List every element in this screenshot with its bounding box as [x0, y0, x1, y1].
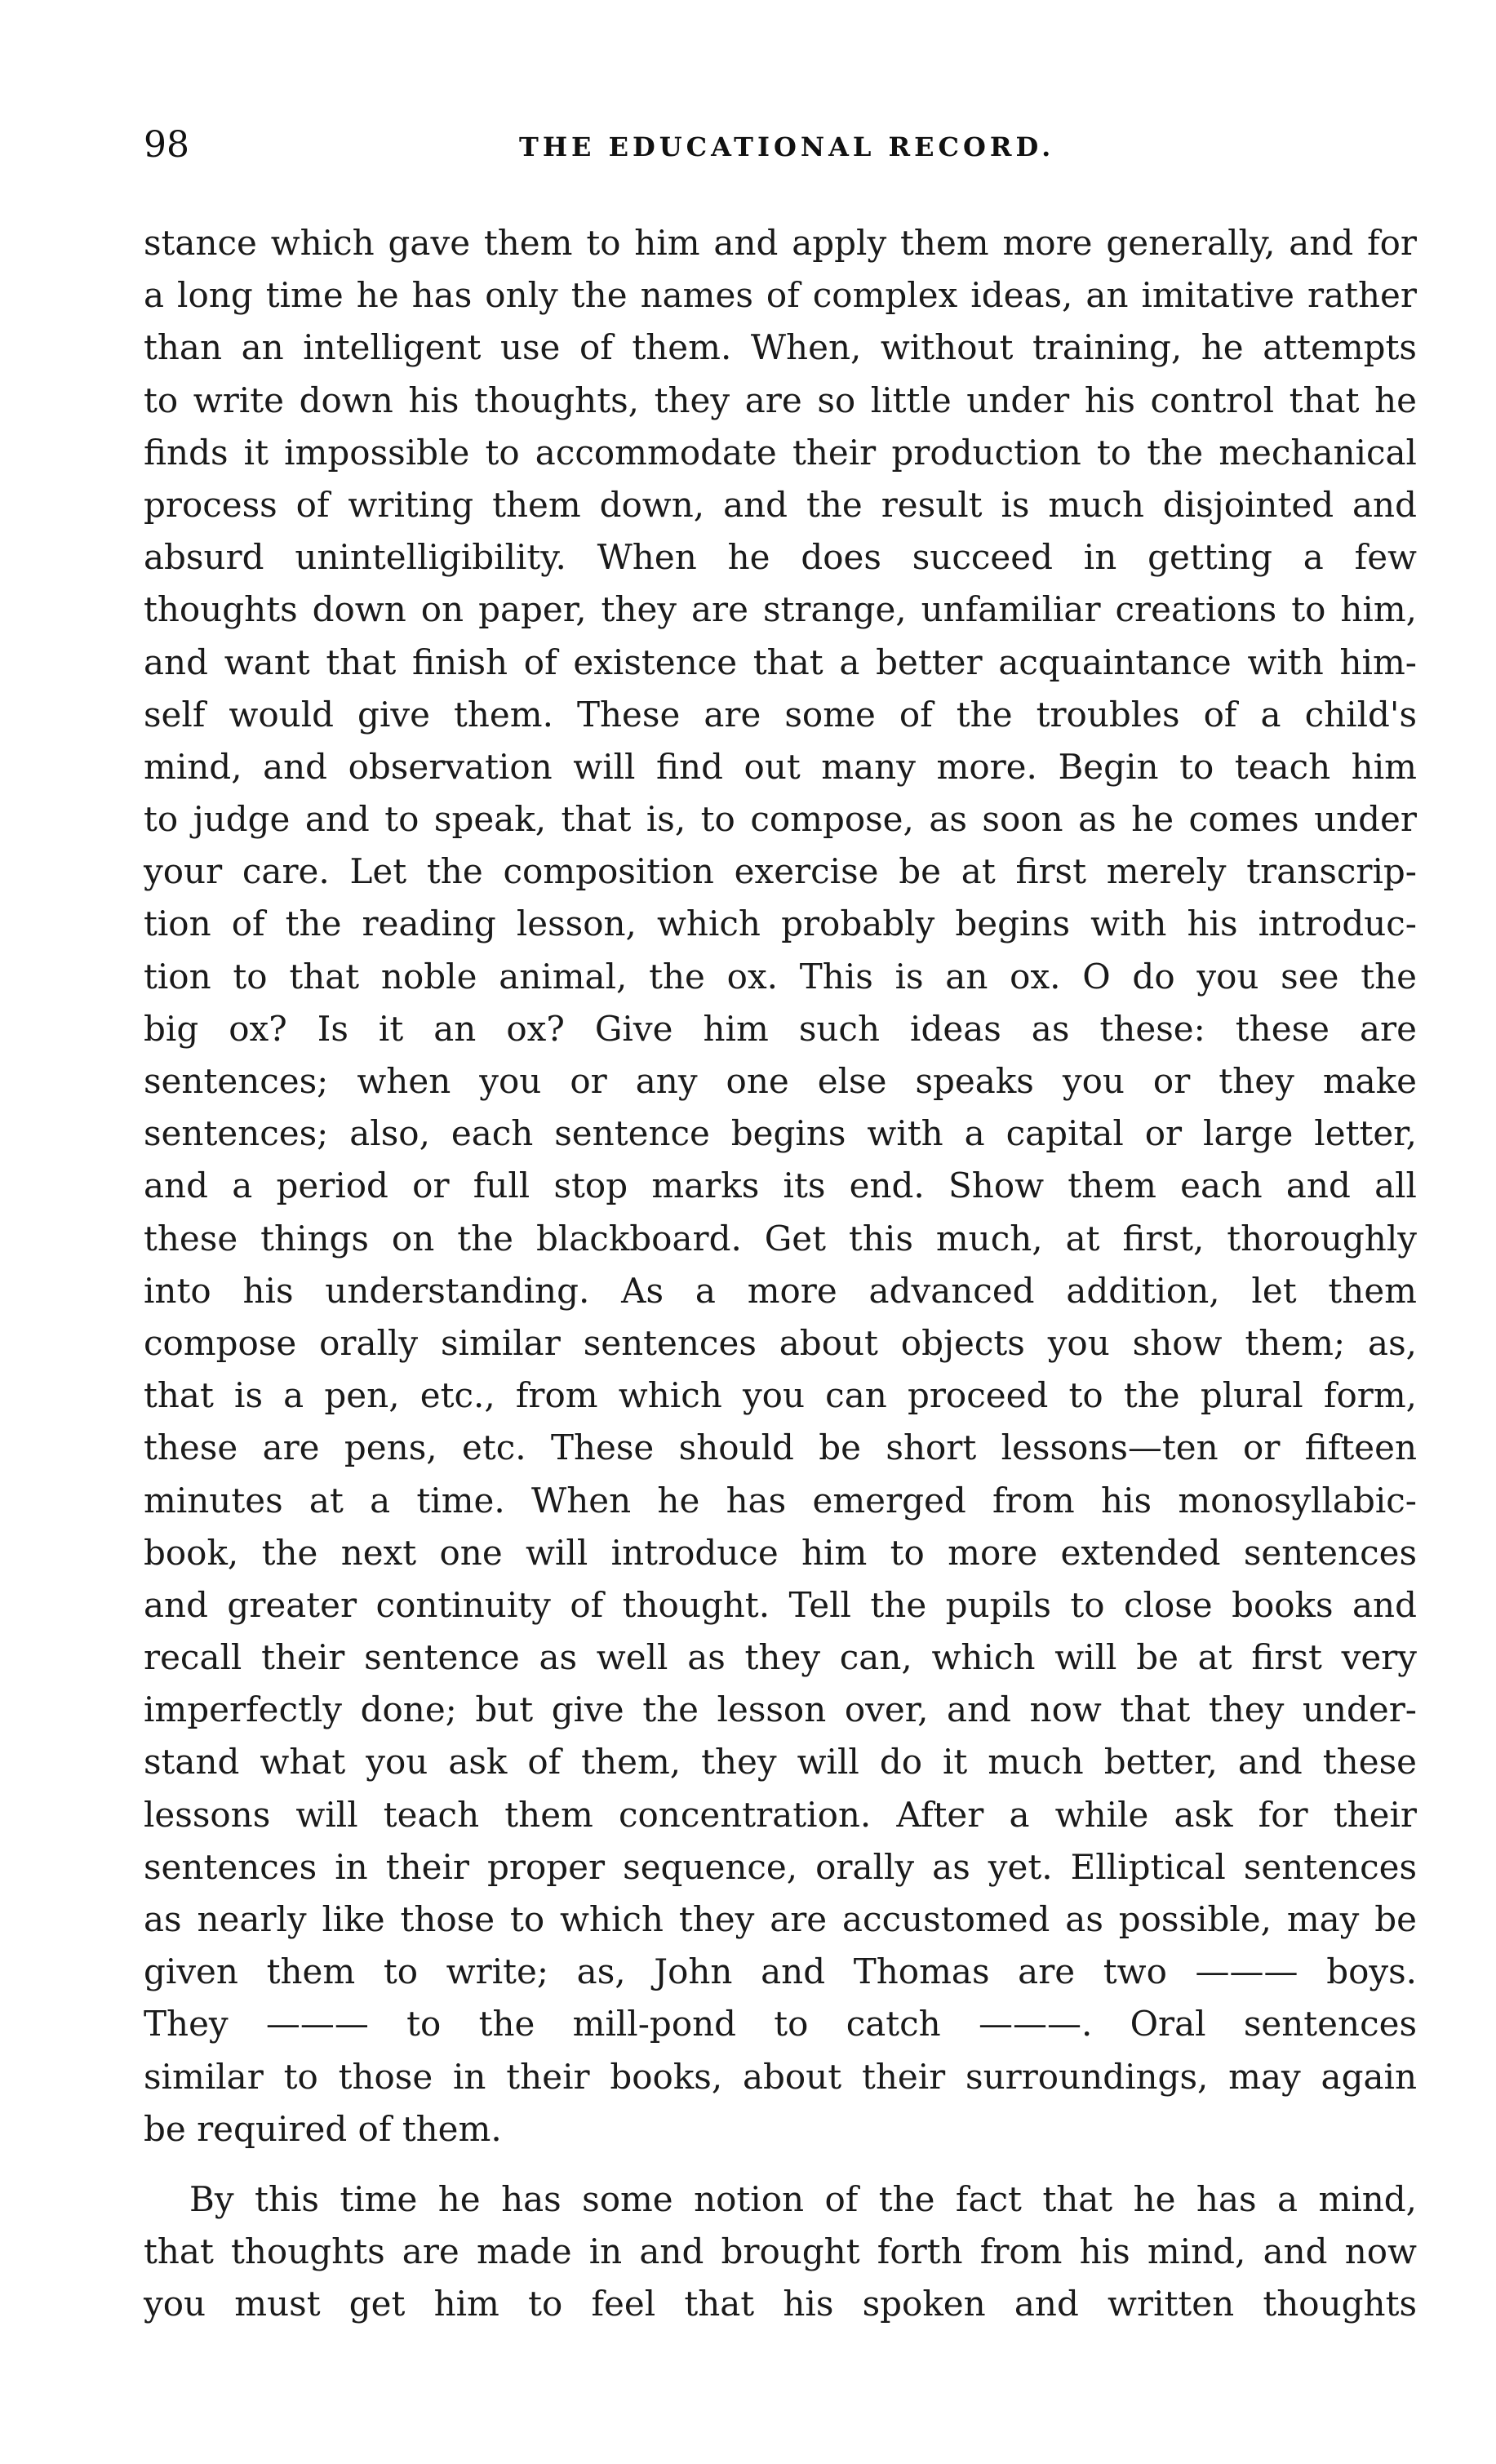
text-line: recall their sentence as well as they can, which will be at first very [144, 1637, 1417, 1678]
text-line: big ox? Is it an ox? Give him such ideas as these: these are [144, 1008, 1417, 1049]
text-line: book, the next one will introduce him to more extended sentences [144, 1532, 1417, 1573]
text-line: sentences; when you or any one else speaks you or they make [144, 1061, 1417, 1101]
text-line: these things on the blackboard. Get this much, at first, thoroughly [144, 1218, 1417, 1259]
text-line: to judge and to speak, that is, to compose, as soon as he comes under [144, 799, 1417, 840]
text-line: self would give them. These are some of the troubles of a child's [144, 694, 1417, 735]
page-header [144, 122, 1417, 171]
page-number: 98 [144, 124, 189, 166]
text-line: given them to write; as, John and Thomas are two ——— boys. [144, 1951, 1417, 1992]
text-line: They ——— to the mill-pond to catch ———. Oral sentences [144, 2004, 1417, 2044]
text-line: that thoughts are made in and brought forth from his mind, and now [144, 2231, 1417, 2272]
text-line: absurd unintelligibility. When he does succeed in getting a few [144, 537, 1417, 578]
text-line: similar to those in their books, about their surroundings, may again [144, 2056, 1417, 2097]
text-line: mind, and observation will find out many more. Begin to teach him [144, 746, 1417, 787]
running-title: THE EDUCATIONAL RECORD. [519, 131, 1055, 162]
text-line: imperfectly done; but give the lesson over, and now that they under- [144, 1689, 1417, 1730]
text-line: be required of them. [144, 2108, 502, 2149]
text-line: finds it impossible to accommodate their production to the mechanical [144, 432, 1417, 473]
text-line: tion of the reading lesson, which probably begins with his introduc- [144, 903, 1417, 944]
body-text [144, 217, 1417, 2331]
text-line: compose orally similar sentences about objects you show them; as, [144, 1322, 1417, 1363]
text-line: a long time he has only the names of complex ideas, an imitative rather [144, 275, 1417, 316]
text-line: By this time he has some notion of the fact that he has a mind, [189, 2178, 1417, 2219]
text-line: and greater continuity of thought. Tell the pupils to close books and [144, 1584, 1417, 1625]
text-line: as nearly like those to which they are accustomed as possible, may be [144, 1899, 1417, 1939]
text-line: and a period or full stop marks its end. Show them each and all [144, 1165, 1417, 1206]
text-line: minutes at a time. When he has emerged from his monosyllabic- [144, 1480, 1417, 1521]
text-line: you must get him to feel that his spoken and written thoughts [144, 2284, 1417, 2324]
text-line: that is a pen, etc., from which you can proceed to the plural form, [144, 1375, 1417, 1416]
text-line: than an intelligent use of them. When, without training, he attempts [144, 327, 1417, 368]
text-line: sentences in their proper sequence, orally as yet. Elliptical sentences [144, 1846, 1417, 1887]
text-line: thoughts down on paper, they are strange, unfamiliar creations to him, [144, 589, 1417, 630]
text-line: these are pens, etc. These should be short lessons—ten or fifteen [144, 1427, 1417, 1468]
text-line: stand what you ask of them, they will do it much better, and these [144, 1742, 1417, 1783]
text-line: stance which gave them to him and apply them more generally, and for [144, 223, 1417, 263]
text-line: into his understanding. As a more advanced addition, let them [144, 1270, 1417, 1311]
text-line: to write down his thoughts, they are so little under his control that he [144, 380, 1417, 420]
text-line: process of writing them down, and the result is much disjointed and [144, 484, 1417, 525]
text-line: sentences; also, each sentence begins with a capital or large letter, [144, 1113, 1417, 1154]
text-line: lessons will teach them concentration. After a while ask for their [144, 1794, 1417, 1835]
text-line: and want that finish of existence that a better acquaintance with him- [144, 642, 1417, 682]
text-line: your care. Let the composition exercise be at first merely transcrip- [144, 851, 1417, 892]
text-line: tion to that noble animal, the ox. This is an ox. O do you see the [144, 956, 1417, 997]
